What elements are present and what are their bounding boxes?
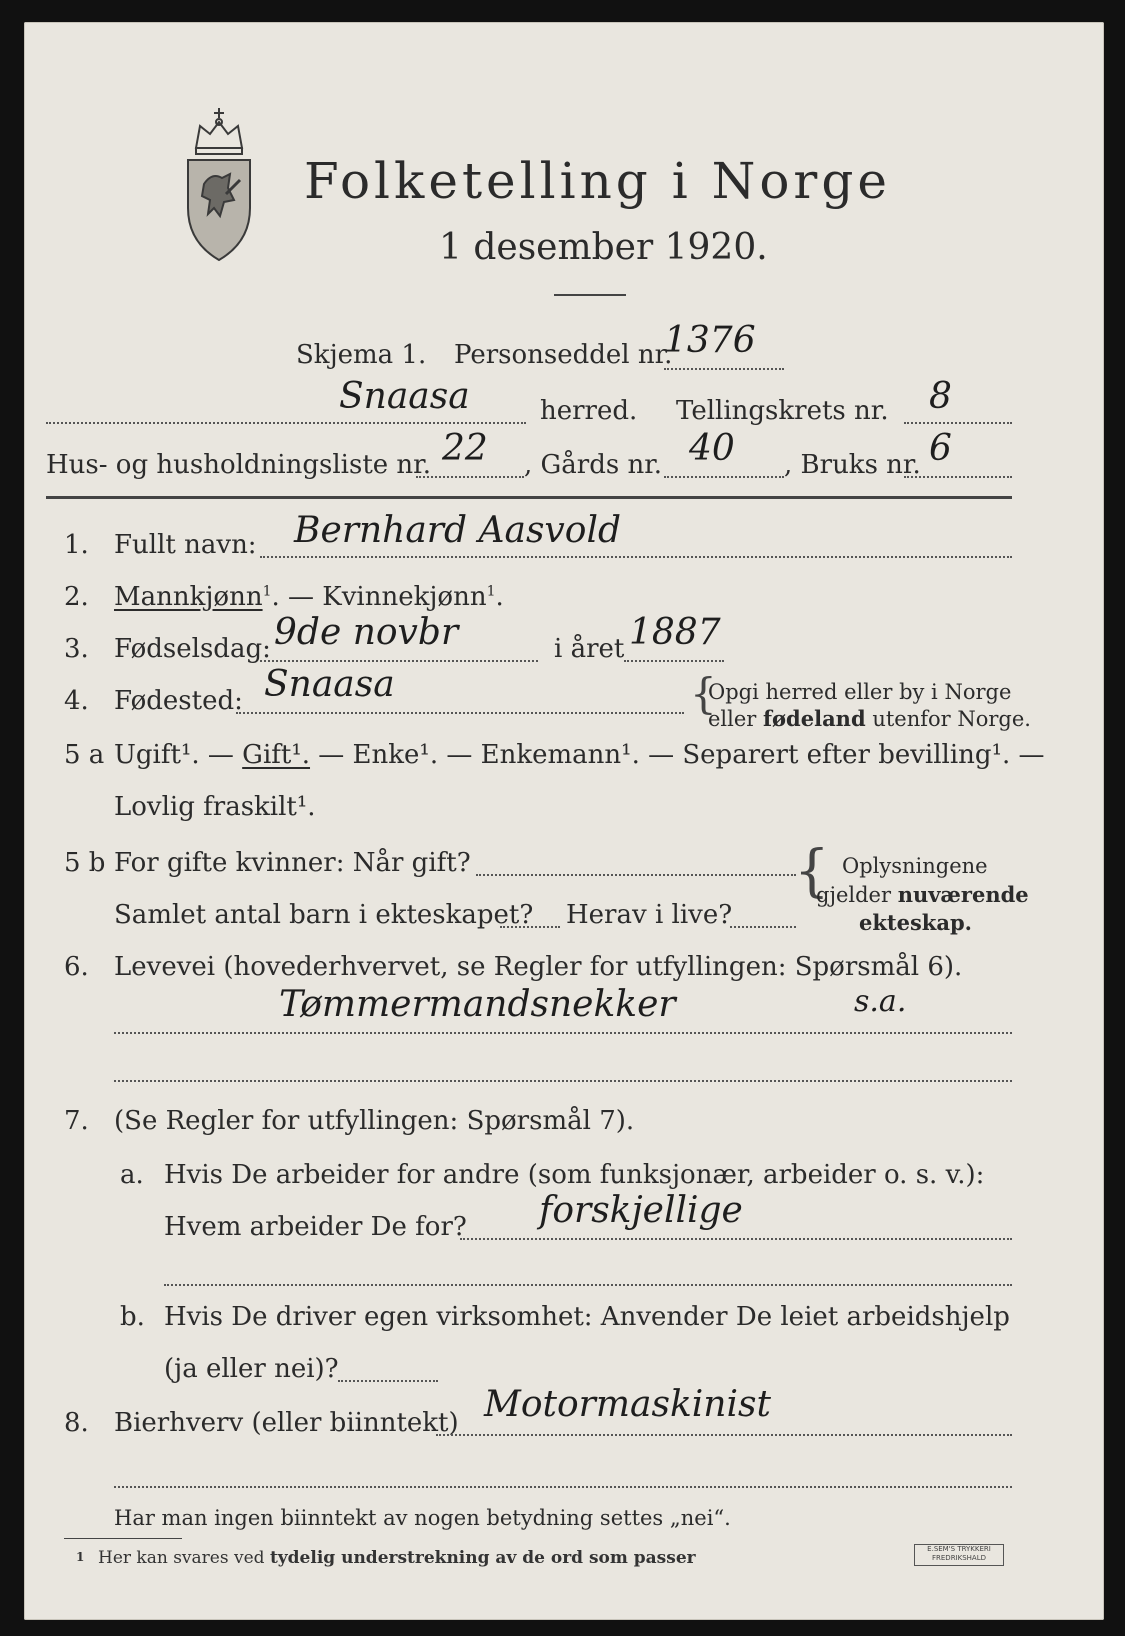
herred-value: Snaasa [339, 376, 470, 417]
q2-footnote-mark-1: 1 [262, 583, 272, 600]
q3-dotline [260, 660, 538, 662]
personseddel-dotline [664, 368, 784, 370]
q5a-other-options: — Enke¹. — Enkemann¹. — Separert efter bevilling¹. — [310, 740, 1045, 770]
q3-year-value: 1887 [629, 612, 721, 653]
q6-number: 6. [64, 952, 89, 982]
tellingskrets-dotline [904, 422, 1012, 424]
q8-dotline-1 [436, 1434, 1012, 1436]
tellingskrets-value: 8 [929, 376, 952, 417]
q7a-dotline-1 [460, 1238, 1012, 1240]
q7-label: (Se Regler for utfyllingen: Spørsmål 7). [114, 1106, 635, 1136]
q3-number: 3. [64, 634, 89, 664]
q1-full-name-value: Bernhard Aasvold [294, 510, 622, 551]
q5a-married-option: Gift¹. [242, 740, 311, 770]
q8-side-income-value: Motormaskinist [484, 1384, 771, 1425]
q2-gender-line [114, 582, 504, 612]
bruks-dotline [904, 476, 1012, 478]
q6-occupation-value: Tømmermandsnekker [279, 984, 676, 1025]
q3-year-dotline [624, 660, 724, 662]
footnote-text-a: Her kan svares ved [98, 1548, 270, 1568]
skjema-label: Skjema 1. [296, 340, 427, 370]
q5a-unmarried-option: Ugift¹. — [114, 740, 243, 770]
q8-label: Bierhverv (eller biinntekt) [114, 1408, 459, 1438]
q5a-line2: Lovlig fraskilt¹. [114, 792, 316, 822]
q1-dotline [260, 556, 1012, 558]
footnote-rule [64, 1538, 182, 1539]
q4-note-text-a: eller [708, 707, 764, 731]
q1-number: 1. [64, 530, 89, 560]
hus-label: Hus- og husholdningsliste nr. [46, 450, 432, 480]
q5b-children-dotline [500, 926, 560, 928]
q4-note-text-c: utenfor Norge. [865, 707, 1031, 731]
gards-dotline [664, 476, 784, 478]
footnote-text-bold: tydelig understrekning av de ord som passer [269, 1548, 696, 1568]
q6-dotline-2 [114, 1080, 1012, 1082]
q7-number: 7. [64, 1106, 89, 1136]
q5b-alive-label: Herav i live? [566, 900, 733, 930]
q4-note-line2 [708, 706, 1031, 731]
q2-end: . [495, 582, 504, 612]
q4-note-line1: Opgi herred eller by i Norge [708, 680, 1012, 704]
q5b-married-dotline [476, 874, 796, 876]
footnote-text [98, 1548, 696, 1568]
q7b-line1: Hvis De driver egen virksomhet: Anvender De leiet arbeidshjelp [164, 1302, 1010, 1332]
gards-label: , Gårds nr. [524, 450, 663, 480]
q5b-children-label: Samlet antal barn i ekteskapet? [114, 900, 534, 930]
q6-occupation-suffix: s.a. [854, 984, 907, 1019]
census-date: 1 desember 1920. [439, 227, 768, 268]
q7b-line2: (ja eller nei)? [164, 1354, 339, 1384]
q4-number: 4. [64, 686, 89, 716]
herred-dotline [46, 422, 526, 424]
q7a-employer-value: forskjellige [539, 1190, 743, 1231]
q8-note: Har man ingen biinntekt av nogen betydning settes „nei“. [114, 1506, 731, 1530]
q5b-note-bold: nuværende [897, 882, 1029, 907]
hus-dotline [416, 476, 524, 478]
q7a-line2: Hvem arbeider De for? [164, 1212, 467, 1242]
q3-year-label: i året [554, 634, 625, 664]
q5b-note-line3: ekteskap. [859, 910, 972, 935]
title-divider [554, 294, 626, 296]
q4-label: Fødested: [114, 686, 243, 716]
q6-dotline-1 [114, 1032, 1012, 1034]
q2-footnote-mark-2: 1 [486, 583, 496, 600]
q8-number: 8. [64, 1408, 89, 1438]
footnote-number: 1 [76, 1550, 85, 1564]
q7b-letter: b. [120, 1302, 145, 1332]
gards-value: 40 [689, 428, 735, 469]
q2-male-option: Mannkjønn [114, 582, 263, 612]
q3-label: Fødselsdag: [114, 634, 271, 664]
census-form-sheet [24, 22, 1104, 1620]
q5b-note-text-a: gjelder [816, 883, 898, 907]
q4-note-bold: fødeland [763, 706, 866, 731]
q5b-alive-dotline [730, 926, 796, 928]
q4-birthplace-value: Snaasa [264, 664, 395, 705]
q2-separator: . — [271, 582, 323, 612]
q4-dotline [236, 712, 684, 714]
q5b-line1: For gifte kvinner: Når gift? [114, 848, 471, 878]
q3-birthdate-value: 9de novbr [274, 612, 459, 653]
q7a-line1: Hvis De arbeider for andre (som funksjonær, arbeider o. s. v.): [164, 1160, 985, 1190]
printer-stamp: E.SEM'S TRYKKERI FREDRIKSHALD [914, 1544, 1004, 1566]
q7a-dotline-2 [164, 1284, 1012, 1286]
q7a-letter: a. [120, 1160, 144, 1190]
bruks-label: , Bruks nr. [784, 450, 921, 480]
q8-dotline-2 [114, 1486, 1012, 1488]
personseddel-label: Personseddel nr. [454, 340, 673, 370]
header-separator [46, 496, 1012, 499]
q5b-note-line2 [816, 882, 1029, 907]
q5b-note-brace: { [794, 839, 830, 904]
hus-value: 22 [442, 428, 488, 469]
personseddel-value: 1376 [664, 320, 756, 361]
q2-number: 2. [64, 582, 89, 612]
tellingskrets-label: Tellingskrets nr. [676, 396, 889, 426]
q5a-line1 [114, 740, 1045, 770]
q4-note-brace: { [690, 669, 717, 718]
q2-female-option: Kvinnekjønn [322, 582, 487, 612]
coat-of-arms-icon [174, 104, 264, 264]
q5b-note-line1: Oplysningene [842, 854, 988, 878]
herred-label: herred. [540, 396, 638, 426]
q6-label: Levevei (hovederhvervet, se Regler for utfyllingen: Spørsmål 6). [114, 952, 963, 982]
bruks-value: 6 [929, 428, 952, 469]
q1-label: Fullt navn: [114, 530, 257, 560]
q5b-number: 5 b [64, 848, 106, 878]
q7b-dotline [338, 1380, 438, 1382]
q5a-number: 5 a [64, 740, 105, 770]
form-title: Folketelling i Norge [304, 152, 891, 210]
